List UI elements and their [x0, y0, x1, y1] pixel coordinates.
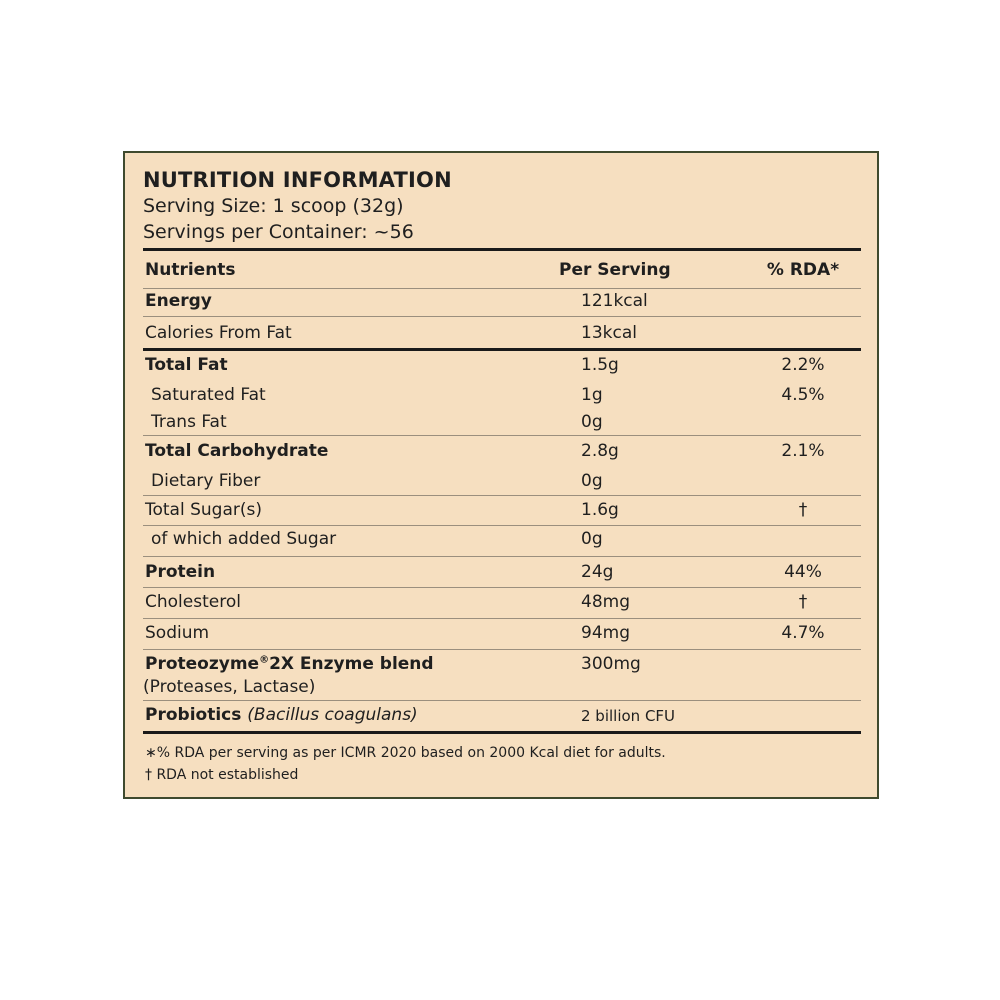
row-divider [143, 316, 861, 317]
row-divider [143, 587, 861, 588]
per-serving-value: 0g [581, 529, 603, 549]
nutrient-name-main: Probiotics [145, 705, 242, 725]
per-serving-value: 0g [581, 412, 603, 432]
panel-title: NUTRITION INFORMATION [143, 168, 452, 192]
nutrient-name: Sodium [145, 623, 210, 643]
per-serving-value: 300mg [581, 654, 641, 674]
row-divider [143, 435, 861, 436]
row-divider [143, 649, 861, 650]
nutrition-panel [123, 151, 879, 799]
rda-value: 2.2% [781, 355, 825, 375]
per-serving-value: 121kcal [581, 291, 648, 311]
nutrient-subtext: (Proteases, Lactase) [143, 677, 316, 697]
panel-header [143, 167, 452, 245]
nutrient-name: Trans Fat [151, 412, 227, 432]
per-serving-value: 2 billion CFU [581, 707, 676, 725]
header-per-serving: Per Serving [559, 260, 671, 280]
row-divider [143, 556, 861, 557]
rda-value: 4.7% [781, 623, 825, 643]
rda-value: 4.5% [781, 385, 825, 405]
per-serving-value: 24g [581, 562, 614, 582]
registered-mark: ® [259, 654, 270, 666]
nutrient-name: Dietary Fiber [151, 471, 261, 491]
nutrient-name: Total Sugar(s) [145, 500, 262, 520]
rda-value: † [798, 592, 808, 612]
serving-size: Serving Size: 1 scoop (32g) [143, 195, 404, 217]
per-serving-value: 2.8g [581, 441, 619, 461]
rda-footnote: ∗% RDA per serving as per ICMR 2020 based on 2000 Kcal diet for adults. [145, 745, 666, 761]
nutrient-name: Energy [145, 291, 212, 311]
nutrient-name-main: Proteozyme [145, 654, 260, 674]
section-divider [143, 348, 861, 351]
per-serving-value: 1g [581, 385, 603, 405]
dagger-footnote: † RDA not established [145, 767, 299, 783]
nutrient-name: Protein [145, 562, 216, 582]
nutrient-name: Total Fat [145, 355, 228, 375]
header-rda: % RDA* [766, 260, 840, 280]
nutrient-name [145, 654, 434, 674]
per-serving-value: 13kcal [581, 323, 637, 343]
row-divider [143, 288, 861, 289]
row-divider [143, 618, 861, 619]
per-serving-value: 1.5g [581, 355, 619, 375]
header-divider [143, 248, 861, 251]
nutrient-name-suffix: 2X Enzyme blend [269, 654, 434, 674]
row-divider [143, 700, 861, 701]
rda-value: 2.1% [781, 441, 825, 461]
nutrient-name [145, 705, 418, 725]
nutrient-name: of which added Sugar [151, 529, 337, 549]
per-serving-value: 94mg [581, 623, 630, 643]
servings-per-container: Servings per Container: ~56 [143, 221, 414, 243]
row-divider [143, 525, 861, 526]
per-serving-value: 48mg [581, 592, 630, 612]
rda-value: 44% [784, 562, 822, 582]
table-bottom-divider [143, 731, 861, 734]
nutrient-name: Calories From Fat [145, 323, 292, 343]
nutrient-name: Cholesterol [145, 592, 241, 612]
header-nutrients: Nutrients [145, 260, 236, 280]
row-divider [143, 495, 861, 496]
per-serving-value: 0g [581, 471, 603, 491]
nutrient-name: Total Carbohydrate [145, 441, 329, 461]
rda-value: † [798, 500, 808, 520]
nutrient-name-italic: (Bacillus coagulans) [247, 705, 418, 725]
per-serving-value: 1.6g [581, 500, 619, 520]
nutrient-name: Saturated Fat [151, 385, 266, 405]
